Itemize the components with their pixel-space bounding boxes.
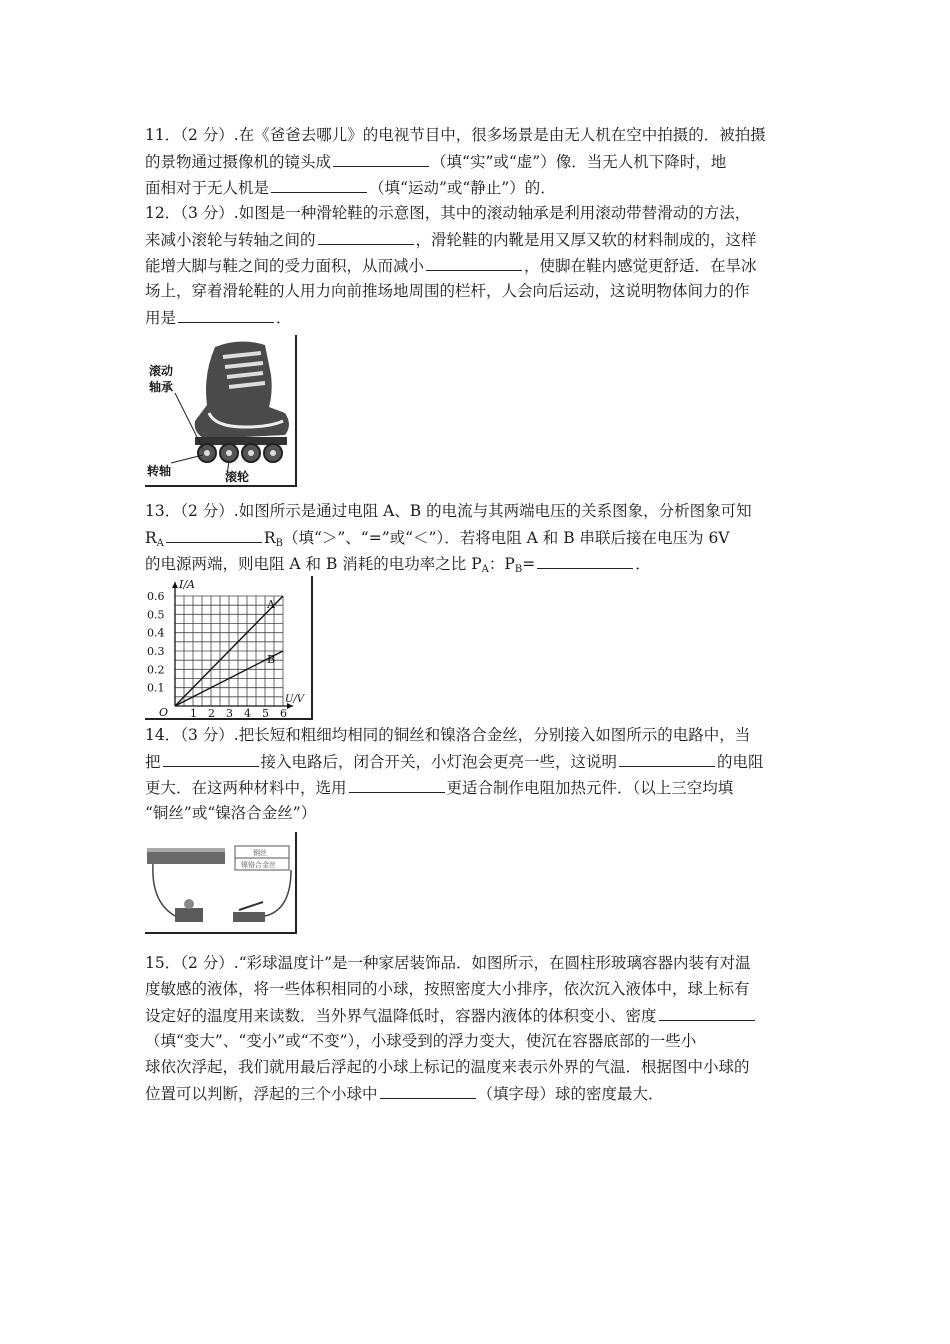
q15-text: （填字母）球的密度最大． [477,1085,664,1103]
q14-text: 更适合制作电阻加热元件．（以上三空均填 [446,779,734,797]
x-tick-label: 1 [190,707,197,718]
subscript-b: B [275,538,283,549]
y-tick-label: 0.2 [147,663,165,677]
q11-blank-2[interactable] [271,176,367,193]
q13-line-1: 13．（2 分）.如图所示是通过电阻 A、B 的电流与其两端电压的关系图象，分析图象可知 [145,502,752,520]
q12-text: ，滑轮鞋的内靴是用又厚又软的材料制成的，这样 [415,231,757,249]
q14-blank-3[interactable] [349,776,445,793]
iu-chart [145,576,311,718]
y-axis-label: I/A [179,578,195,591]
y-tick-label: 0.6 [147,590,165,603]
q11-line-1: 11．（2 分）.在《爸爸去哪儿》的电视节目中，很多场景是由无人机在空中拍摄的．被拍摄 [145,126,766,144]
y-tick-label: 0.1 [147,681,165,695]
label-bearing-2: 轴承 [149,380,174,394]
label-wheel: 滚轮 [225,470,250,484]
label-axle: 转轴 [147,464,172,478]
x-tick-label: 3 [226,707,233,718]
q12-line-1: 12．（3 分）.如图是一种滑轮鞋的示意图，其中的滚动轴承是利用滚动带替滑动的方法， [145,204,751,222]
q12-blank-1[interactable] [318,228,414,245]
x-tick-label: 5 [262,707,269,718]
q12-line-4: 场上，穿着滑轮鞋的人用力向前推场地周围的栏杆，人会向后运动，这说明物体间力的作 [145,282,750,300]
roller-skate-illustration [145,335,295,485]
q13-text: ：P [488,555,515,573]
q12-text: ，使脚在鞋内感觉更舒适．在旱冰 [524,257,757,275]
q13-text: 的电源两端，则电阻 A 和 B 消耗的电功率之比 P [145,555,482,573]
x-tick-label: 4 [244,707,251,718]
q14-line-3 [145,776,733,799]
x-tick-label: 2 [208,707,215,718]
circuit-figure [145,832,297,934]
q13-text: ． [635,555,651,573]
q15-line-5: 球依次浮起，我们就用最后浮起的小球上标记的温度来表示外界的气温．根据图中小球的 [145,1058,750,1076]
q14-text: 更大．在这两种材料中，选用 [145,779,347,797]
subscript-a: A [481,564,489,575]
q15-line-2: 度敏感的液体，将一些体积相同的小球，按照密度大小排序，依次沉入液体中，球上标有 [145,980,750,998]
q14-blank-2[interactable] [619,750,715,767]
q11-line-2 [145,150,726,173]
q14-line-4: “铜丝”或“镍洛合金丝”） [145,804,317,822]
subscript-a: A [156,538,164,549]
q12-text: 能增大脚与鞋之间的受力面积，从而减小 [145,257,425,275]
q11-text: 面相对于无人机是 [145,179,270,197]
y-tick-label: 0.3 [147,645,165,658]
label-alloy: 镍铬合金丝 [241,861,276,869]
roller-skate-figure [145,335,297,487]
q12-line-5 [145,306,292,329]
q14-text: 接入电路后，闭合开关，小灯泡会更亮一些，这说明 [260,753,618,771]
iu-chart-figure [145,576,313,720]
q11-text: 的景物通过摄像机的镜头成 [145,153,332,171]
q14-blank-1[interactable] [163,750,259,767]
q11-blank-1[interactable] [333,150,429,167]
label-copper: 铜丝 [253,849,267,857]
q13-line-2 [145,526,730,555]
x-axis-label: U/V [285,694,305,705]
q12-text: 用是 [145,309,177,327]
origin-label: O [159,706,169,718]
q11-text: （填“实”或“虚”）像．当无人机下降时，地 [431,153,727,171]
resistor-symbol: R [263,529,276,547]
resistor-symbol: R [145,529,157,547]
label-bearing-1: 滚动 [149,364,174,378]
q15-text: 位置可以判断，浮起的三个小球中 [145,1085,378,1103]
y-tick-label: 0.4 [147,626,165,640]
q15-text: 设定好的温度用来读数．当外界气温降低时，容器内液体的体积变小、密度 [145,1007,657,1025]
q15-line-4: （填“变大”、“变小”或“不变”），小球受到的浮力变大，使沉在容器底部的一些小 [145,1032,697,1050]
q12-blank-2[interactable] [426,254,522,271]
q15-line-1: 15．（2 分）.“彩球温度计”是一种家居装饰品．如图所示，在圆柱形玻璃容器内装有对温 [145,954,751,972]
y-tick-label: 0.5 [147,608,165,622]
q14-text: 把 [145,753,161,771]
q14-line-2 [145,750,764,773]
q15-blank-2[interactable] [380,1082,476,1099]
q12-blank-3[interactable] [178,306,274,323]
q13-blank-2[interactable] [537,552,633,569]
y-axis-arrow [172,582,178,588]
circuit-illustration [145,832,295,932]
series-label-a: A [267,598,275,611]
q15-line-3 [145,1004,757,1027]
q13-text: （填“＞”、“=”或“＜”）．若将电阻 A 和 B 串联后接在电压为 6V [282,529,730,547]
x-tick-label: 6 [280,707,287,718]
q13-blank-1[interactable] [166,526,262,543]
q11-text: （填“运动”或“静止”）的． [369,179,556,197]
q12-line-3 [145,254,757,277]
subscript-b: B [514,564,523,575]
q12-text: 来减小滚轮与转轴之间的 [145,231,316,249]
q12-text: ． [276,309,292,327]
q14-text: 的电阻 [717,753,764,771]
series-label-b: B [267,653,276,666]
q13-text: = [522,555,536,573]
q12-line-2 [145,228,757,251]
q15-line-6 [145,1082,664,1105]
q14-line-1: 14．（3 分）.把长短和粗细均相同的铜丝和镍洛合金丝，分别接入如图所示的电路中，当 [145,726,751,744]
q11-line-3 [145,176,556,199]
q15-blank-1[interactable] [659,1004,755,1021]
